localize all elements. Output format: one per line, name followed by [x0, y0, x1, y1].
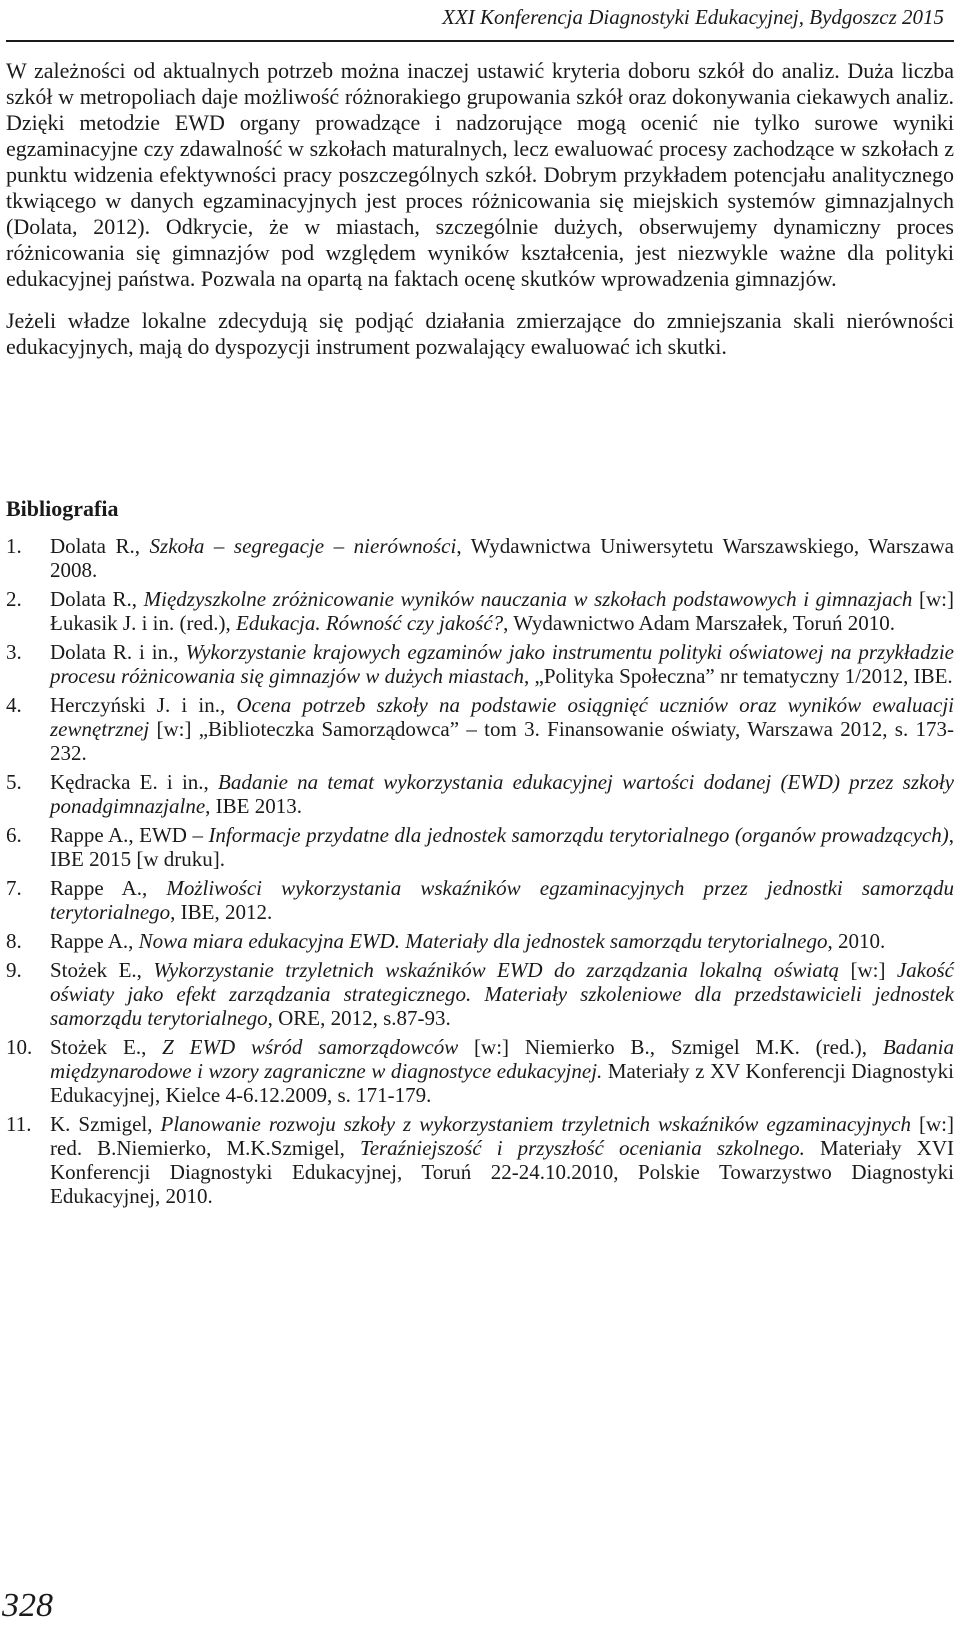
entry-text-segment: , „Polityka Społeczna” nr tematyczny 1/2012, IBE. — [524, 664, 953, 688]
entry-text-segment: , IBE 2013. — [205, 794, 302, 818]
entry-title-segment: Wykorzystanie trzyletnich wskaźników EWD do zarządzania lokalną oświatą — [153, 958, 840, 982]
entry-number: 7. — [6, 876, 22, 900]
entry-title-segment: Jakość oświaty jako efekt zarządzania strategicznego. Materiały szkoleniowe dla przedstawicieli jednostek samorządu terytorialnego — [50, 958, 954, 1030]
entry-text-segment: [w:] „Biblioteczka Samorządowca” – tom 3. Finansowanie oświaty, Warszawa 2012, s. 173-232. — [50, 717, 954, 765]
entry-text-segment: Dolata R., — [50, 534, 150, 558]
bibliography-entry — [6, 876, 954, 924]
bibliography-entry — [6, 640, 954, 688]
entry-text-segment: Materiały XVI Konferencji Diagnostyki Edukacyjnej, Toruń 22-24.10.2010, Polskie Towarzystwo Diagnostyki Edukacyjnej, 2010. — [50, 1136, 954, 1208]
entry-number: 2. — [6, 587, 22, 611]
entry-text-segment: Herczyński J. i in., — [50, 693, 237, 717]
entry-text-segment: Rappe A., EWD – — [50, 823, 209, 847]
bibliography-entry — [6, 587, 954, 635]
entry-title-segment: Szkoła – segregacje – nierówności — [149, 534, 457, 558]
bibliography-entry — [6, 534, 954, 582]
entry-text-segment: [w:] Łukasik J. i in. (red.), — [50, 587, 954, 635]
entry-title-segment: Teraźniejszość i przyszłość oceniania szkolnego. — [359, 1136, 805, 1160]
entry-title-segment: Informacje przydatne dla jednostek samorządu terytorialnego (organów prowadzących) — [208, 823, 949, 847]
bibliography-entry — [6, 770, 954, 818]
entry-text-segment: , IBE, 2012. — [170, 900, 273, 924]
entry-title-segment: Nowa miara edukacyjna EWD. Materiały dla jednostek samorządu terytorialnego — [138, 929, 828, 953]
bibliography-entry — [6, 693, 954, 765]
body-text — [6, 58, 954, 360]
entry-text-segment: [w:] — [839, 958, 897, 982]
entry-text-segment: Dolata R., — [50, 587, 144, 611]
paragraph: W zależności od aktualnych potrzeb można inaczej ustawić kryteria doboru szkół do analiz. Duża liczba szkół w metropoliach daje możliwość różnorakiego grupowania szkół oraz dokonywania ciekawych analiz. Dzięki metodzie EWD organy prowadzące i nadzorujące mogą ocenić nie tylko surowe wyniki egzaminacyjne czy zdawalność w szkołach maturalnych, lecz ewaluować procesy zachodzące w szkołach z punktu widzenia efektywności pracy poszczególnych szkół. Dobrym przykładem potencjału analitycznego tkwiącego w danych egzaminacyjnych jest proces różnicowania się miejskich systemów gimnazjalnych (Dolata, 2012). Odkrycie, że w miastach, szczególnie dużych, obserwujemy dynamiczny proces różnicowania się gimnazjów pod względem wyników kształcenia, jest niezwykle ważne dla polityki edukacyjnej państwa. Pozwala na opartą na faktach ocenę skutków wprowadzenia gimnazjów. — [6, 58, 954, 291]
entry-title-segment: Planowanie rozwoju szkoły z wykorzystaniem trzyletnich wskaźników egzaminacyjnych — [160, 1112, 911, 1136]
entry-number: 5. — [6, 770, 22, 794]
entry-title-segment: Badania międzynarodowe i wzory zagraniczne w diagnostyce edukacyjnej. — [50, 1035, 954, 1083]
entry-number: 9. — [6, 958, 22, 982]
entry-text-segment: Rappe A., — [50, 876, 167, 900]
entry-text-segment: , 2010. — [827, 929, 886, 953]
entry-text-segment: , IBE 2015 [w druku]. — [50, 823, 954, 871]
page-number: 328 — [2, 1587, 53, 1624]
bibliography-entry — [6, 958, 954, 1030]
header-rule — [6, 40, 954, 42]
entry-number: 11. — [6, 1112, 32, 1136]
entry-text-segment: K. Szmigel, — [50, 1112, 161, 1136]
running-head: XXI Konferencja Diagnostyki Edukacyjnej, Bydgoszcz 2015 — [442, 5, 944, 29]
entry-text-segment: Stożek E., — [50, 1035, 163, 1059]
entry-text-segment: , ORE, 2012, s.87-93. — [267, 1006, 451, 1030]
entry-text-segment: Kędracka E. i in., — [50, 770, 218, 794]
entry-text-segment: , Wydawnictwo Adam Marszałek, Toruń 2010. — [503, 611, 896, 635]
entry-number: 6. — [6, 823, 22, 847]
bibliography-entry — [6, 1035, 954, 1107]
entry-title-segment: Badanie na temat wykorzystania edukacyjnej wartości dodanej (EWD) przez szkoły ponadgimnazjalne — [50, 770, 954, 818]
entry-title-segment: Międzyszkolne zróżnicowanie wyników nauczania w szkołach podstawowych i gimnazjach — [143, 587, 913, 611]
bibliography-list — [6, 534, 954, 1208]
bibliography-entry — [6, 823, 954, 871]
entry-title-segment: Wykorzystanie krajowych egzaminów jako instrumentu polityki oświatowej na przykładzie procesu różnicowania się gimnazjów w dużych miastach — [50, 640, 955, 688]
bibliography-entry — [6, 929, 954, 953]
entry-number: 8. — [6, 929, 22, 953]
entry-number: 10. — [6, 1035, 33, 1059]
entry-text-segment: Dolata R. i in., — [50, 640, 186, 664]
entry-text-segment: , Wydawnictwa Uniwersytetu Warszawskiego, Warszawa 2008. — [50, 534, 954, 582]
entry-text-segment: [w:] red. B.Niemierko, M.K.Szmigel, — [50, 1112, 954, 1160]
entry-title-segment: Edukacja. Równość czy jakość? — [236, 611, 504, 635]
entry-title-segment: Ocena potrzeb szkoły na podstawie osiągnięć uczniów oraz wyników ewaluacji zewnętrznej — [50, 693, 954, 741]
entry-number: 1. — [6, 534, 22, 558]
bibliography-entry — [6, 1112, 954, 1208]
entry-text-segment: Stożek E., — [50, 958, 154, 982]
entry-title-segment: Z EWD wśród samorządowców — [162, 1035, 459, 1059]
paragraph: Jeżeli władze lokalne zdecydują się podjąć działania zmierzające do zmniejszania skali nierówności edukacyjnych, mają do dyspozycji instrument pozwalający ewaluować ich skutki. — [6, 308, 954, 359]
entry-number: 4. — [6, 693, 22, 717]
entry-text-segment: [w:] Niemierko B., Szmigel M.K. (red.), — [458, 1035, 883, 1059]
entry-number: 3. — [6, 640, 22, 664]
entry-title-segment: Możliwości wykorzystania wskaźników egzaminacyjnych przez jednostki samorządu terytorialnego — [50, 876, 955, 924]
bibliography-heading: Bibliografia — [6, 496, 119, 521]
entry-text-segment: Materiały z XV Konferencji Diagnostyki Edukacyjnej, Kielce 4-6.12.2009, s. 171-179. — [50, 1059, 954, 1107]
entry-text-segment: Rappe A., — [50, 929, 139, 953]
